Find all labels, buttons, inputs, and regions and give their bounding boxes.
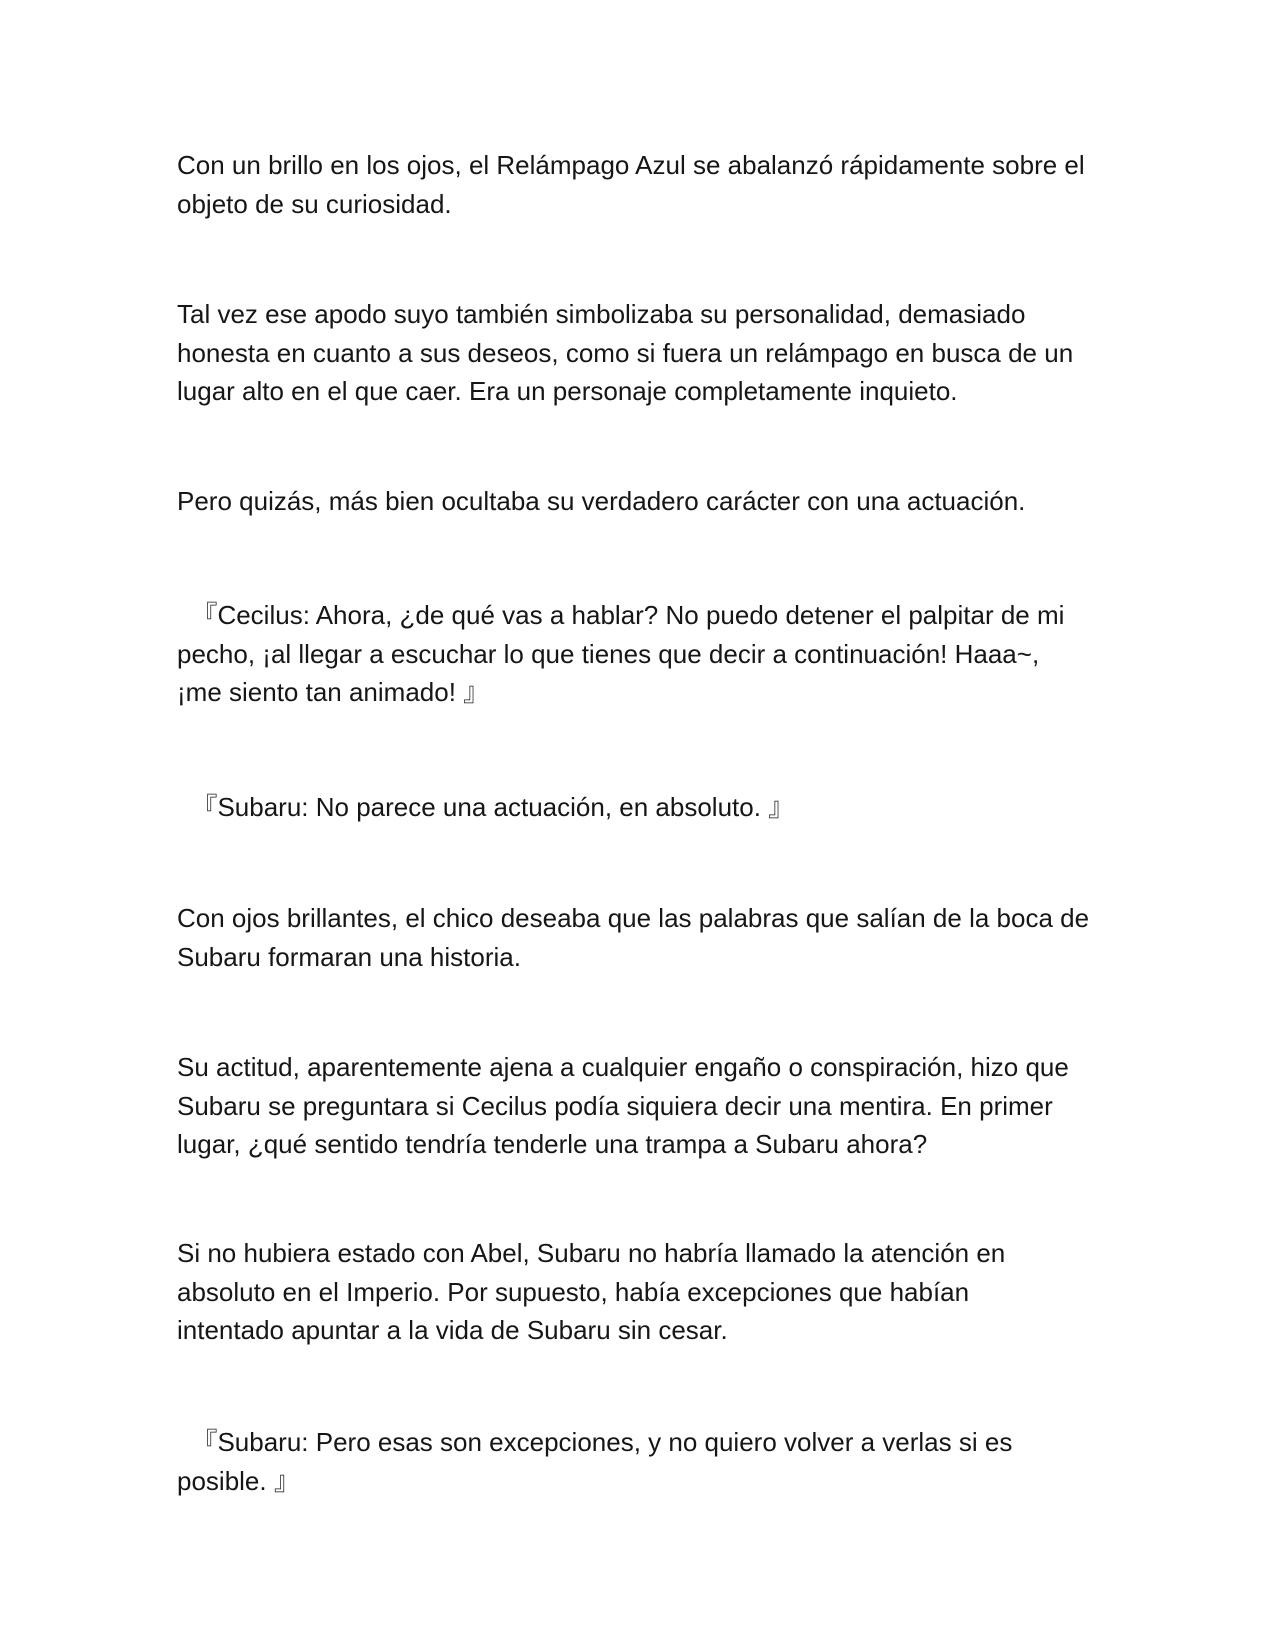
text-line: Subaru se preguntara si Cecilus podía siquiera decir una mentira. En primer	[177, 1090, 1053, 1121]
paragraph-1	[177, 146, 1117, 223]
text-line: objeto de su curiosidad.	[177, 188, 452, 219]
text-line: 『Cecilus: Ahora, ¿de qué vas a hablar? No puedo detener el palpitar de mi	[177, 600, 1065, 630]
text-line: lugar alto en el que caer. Era un personaje completamente inquieto.	[177, 376, 958, 406]
dialogue-cecilus	[177, 596, 1117, 712]
text-line: honesta en cuanto a sus deseos, como si fuera un relámpago en busca de un	[177, 337, 1074, 368]
text-line: pecho, ¡al llegar a escuchar lo que tienes que decir a continuación! Haaa~,	[177, 638, 1040, 669]
text-line: Con un brillo en los ojos, el Relámpago Azul se abalanzó rápidamente sobre el	[177, 150, 1085, 180]
paragraph-8	[177, 1234, 1117, 1350]
text-line: Con ojos brillantes, el chico deseaba que las palabras que salían de la boca de	[177, 903, 1090, 933]
text-line: 『Subaru: Pero esas son excepciones, y no quiero volver a verlas si es	[177, 1427, 1013, 1457]
paragraph-3	[177, 482, 1117, 521]
text-line: Subaru formaran una historia.	[177, 941, 521, 972]
text-line: absoluto en el Imperio. Por supuesto, había excepciones que habían	[177, 1276, 970, 1307]
text-line: Tal vez ese apodo suyo también simbolizaba su personalidad, demasiado	[177, 299, 1026, 329]
text-line: 『Subaru: No parece una actuación, en absoluto. 』	[177, 792, 795, 822]
paragraph-6	[177, 899, 1117, 976]
text-line: ¡me siento tan animado! 』	[177, 677, 490, 707]
paragraph-2	[177, 295, 1117, 411]
text-line: intentado apuntar a la vida de Subaru sin cesar.	[177, 1315, 728, 1345]
text-line: Pero quizás, más bien ocultaba su verdadero carácter con una actuación.	[177, 486, 1026, 516]
text-line: Su actitud, aparentemente ajena a cualquier engaño o conspiración, hizo que	[177, 1052, 1069, 1082]
text-line: Si no hubiera estado con Abel, Subaru no habría llamado la atención en	[177, 1238, 1006, 1268]
text-line: lugar, ¿qué sentido tendría tenderle una trampa a Subaru ahora?	[177, 1129, 928, 1159]
paragraph-7	[177, 1048, 1117, 1164]
dialogue-subaru-2	[177, 1423, 1117, 1500]
text-line: posible. 』	[177, 1465, 300, 1496]
dialogue-subaru-1	[177, 788, 1117, 827]
